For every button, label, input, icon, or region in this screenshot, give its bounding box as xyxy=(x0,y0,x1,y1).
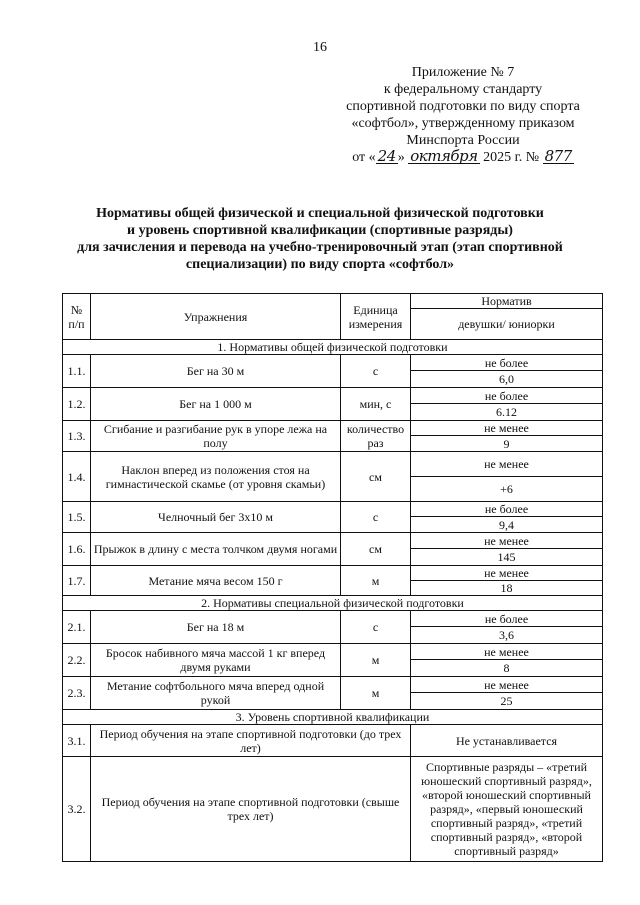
row-unit: м xyxy=(341,644,411,677)
norms-table xyxy=(62,293,603,862)
row-value: 25 xyxy=(411,693,603,710)
row-condition: не менее xyxy=(411,566,603,581)
row-number: 2.2. xyxy=(63,644,91,677)
date-prefix: от « xyxy=(352,150,376,165)
row-exercise: Бросок набивного мяча массой 1 кг вперед двумя руками xyxy=(91,644,341,677)
header-group: девушки/ юниорки xyxy=(411,309,603,340)
row-exercise: Бег на 1 000 м xyxy=(91,388,341,421)
table-row xyxy=(63,421,603,436)
row-unit: м xyxy=(341,566,411,596)
row-unit: мин, с xyxy=(341,388,411,421)
row-number: 1.2. xyxy=(63,388,91,421)
row-unit: с xyxy=(341,502,411,533)
section-row xyxy=(63,596,603,611)
header-unit: Единица измерения xyxy=(341,294,411,340)
row-requirement: Спортивные разряды – «третий юношеский спортивный разряд», «второй юношеский спортивный разряд», «первый юношеский спортивный разряд», «третий спортивный разряд», «второй спортивный разряд» xyxy=(411,757,603,862)
table-row xyxy=(63,725,603,757)
row-number: 1.7. xyxy=(63,566,91,596)
appendix-line: Приложение № 7 xyxy=(411,65,515,80)
row-number: 3.1. xyxy=(63,725,91,757)
row-value: 8 xyxy=(411,660,603,677)
table-row xyxy=(63,757,603,862)
row-condition: не менее xyxy=(411,533,603,549)
row-number: 3.2. xyxy=(63,757,91,862)
row-exercise: Метание мяча весом 150 г xyxy=(91,566,341,596)
row-number: 1.5. xyxy=(63,502,91,533)
row-value: +6 xyxy=(411,477,603,502)
row-exercise: Челночный бег 3х10 м xyxy=(91,502,341,533)
row-exercise: Бег на 18 м xyxy=(91,611,341,644)
title-line: для зачисления и перевода на учебно-тренировочный этап (этап спортивной xyxy=(77,240,563,255)
table-row xyxy=(63,388,603,404)
row-value: 145 xyxy=(411,549,603,566)
row-exercise: Прыжок в длину с места толчком двумя ногами xyxy=(91,533,341,566)
date-day: 24 xyxy=(377,147,396,165)
table-row xyxy=(63,452,603,477)
row-value: 6.12 xyxy=(411,404,603,421)
row-condition: не более xyxy=(411,502,603,517)
appendix-line: спортивной подготовки по виду спорта xyxy=(346,99,580,114)
row-unit: см xyxy=(341,533,411,566)
table-row xyxy=(63,566,603,581)
table-row xyxy=(63,355,603,371)
row-exercise: Период обучения на этапе спортивной подготовки (до трех лет) xyxy=(91,725,411,757)
row-number: 1.1. xyxy=(63,355,91,388)
row-unit: см xyxy=(341,452,411,502)
title-line: специализации) по виду спорта «софтбол» xyxy=(185,257,455,272)
row-condition: не менее xyxy=(411,421,603,436)
row-unit: количество раз xyxy=(341,421,411,452)
header-norm: Норматив xyxy=(411,294,603,309)
header-row xyxy=(63,294,603,309)
row-exercise: Метание софтбольного мяча вперед одной рукой xyxy=(91,677,341,710)
section-row xyxy=(63,340,603,355)
row-condition: не менее xyxy=(411,644,603,660)
norms-table-body xyxy=(63,294,603,862)
row-number: 2.3. xyxy=(63,677,91,710)
appendix-date-line xyxy=(328,149,598,166)
row-exercise: Бег на 30 м xyxy=(91,355,341,388)
table-row xyxy=(63,611,603,627)
page-number: 16 xyxy=(313,40,327,55)
row-condition: не более xyxy=(411,611,603,627)
header-exercise: Упражнения xyxy=(91,294,341,340)
row-condition: не менее xyxy=(411,452,603,477)
section-title: 2. Нормативы специальной физической подготовки xyxy=(63,596,603,611)
row-number: 1.6. xyxy=(63,533,91,566)
row-condition: не менее xyxy=(411,677,603,693)
appendix-line: Минспорта России xyxy=(406,133,520,148)
appendix-block xyxy=(328,64,598,166)
title-line: и уровень спортивной квалификации (спортивные разряды) xyxy=(127,223,513,238)
section-row xyxy=(63,710,603,725)
row-number: 1.4. xyxy=(63,452,91,502)
section-title: 3. Уровень спортивной квалификации xyxy=(63,710,603,725)
date-mid: » xyxy=(397,150,405,165)
appendix-line: к федеральному стандарту xyxy=(383,82,543,97)
table-row xyxy=(63,502,603,517)
row-value: 9 xyxy=(411,436,603,452)
date-year: 2025 г. № xyxy=(483,150,540,165)
row-condition: не более xyxy=(411,355,603,371)
date-month: октября xyxy=(410,147,478,165)
row-exercise: Период обучения на этапе спортивной подготовки (свыше трех лет) xyxy=(91,757,411,862)
row-unit: м xyxy=(341,677,411,710)
section-title: 1. Нормативы общей физической подготовки xyxy=(63,340,603,355)
row-value: 3,6 xyxy=(411,627,603,644)
document-title xyxy=(40,205,600,273)
table-row xyxy=(63,644,603,660)
row-value: 6,0 xyxy=(411,371,603,388)
doc-number: 877 xyxy=(544,147,572,165)
row-condition: не более xyxy=(411,388,603,404)
row-unit: с xyxy=(341,611,411,644)
row-requirement: Не устанавливается xyxy=(411,725,603,757)
row-value: 9,4 xyxy=(411,517,603,533)
header-num: № п/п xyxy=(63,294,91,340)
table-row xyxy=(63,677,603,693)
row-value: 18 xyxy=(411,581,603,596)
row-number: 2.1. xyxy=(63,611,91,644)
row-number: 1.3. xyxy=(63,421,91,452)
title-line: Нормативы общей физической и специальной физической подготовки xyxy=(96,206,544,221)
appendix-line: «софтбол», утвержденному приказом xyxy=(351,116,575,131)
row-unit: с xyxy=(341,355,411,388)
table-row xyxy=(63,533,603,549)
row-exercise: Сгибание и разгибание рук в упоре лежа на полу xyxy=(91,421,341,452)
row-exercise: Наклон вперед из положения стоя на гимнастической скамье (от уровня скамьи) xyxy=(91,452,341,502)
